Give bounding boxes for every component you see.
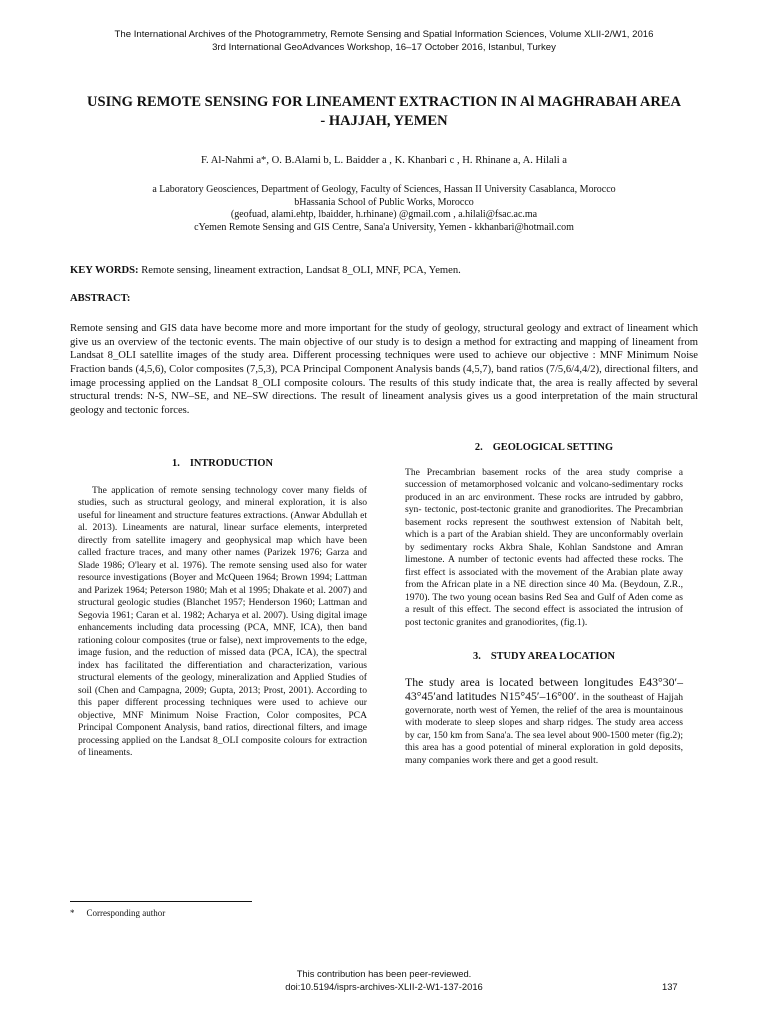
affiliations: [70, 184, 698, 234]
section-number: 1.: [172, 458, 180, 469]
section-number: 2.: [474, 442, 483, 453]
affiliation-a: a Laboratory Geosciences, Department of Geology, Faculty of Sciences, Hassan II University Casablanca, Morocco: [152, 184, 616, 195]
header-workshop-line: 3rd International GeoAdvances Workshop, 16–17 October 2016, Istanbul, Turkey: [212, 41, 556, 53]
section-title: GEOLOGICAL SETTING: [492, 442, 614, 453]
title-line-1: USING REMOTE SENSING FOR LINEAMENT EXTRACTION IN Al MAGHRABAH AREA: [87, 94, 681, 110]
keywords-text: Remote sensing, lineament extraction, Landsat 8_OLI, MNF, PCA, Yemen.: [138, 265, 461, 276]
abstract-text: Remote sensing and GIS data have become more and more important for the study of geology, structural geology and extract of lineament which give us an overview of the tectonic events. The main objective of our study is to design a method for extracting and mapping of lineament from Landsat 8_OLI satellite images of the study area. Different processing techniques were used to achieve our objective : MNF Minimum Noise Fraction bands (4,5,6), Color composites (7,5,3), PCA Principal Component Analysis bands (4,5,7), band ratios (7/5,6/4,4/2), directional filters, and image processing applied on the Landsat 8_OLI composite colours. The results of this study indicate that, the area is really affected by several structural trends: N-S, NW–SE, and NE–SW directions. The result of lineament analysis gives us a good interpretation of the main structural geology and tectonic forces.: [70, 323, 698, 416]
author-list: F. Al-Nahmi a*, O. B.Alami b, L. Baidder a , K. Khanbari c , H. Rhinane a, A. Hilali a: [200, 155, 568, 166]
affiliation-b: bHassania School of Public Works, Morocco: [294, 196, 474, 208]
footnote-text: Corresponding author: [86, 908, 166, 918]
left-column: [70, 458, 375, 760]
section-heading-study-area: [405, 651, 683, 664]
section-heading-introduction: [70, 458, 375, 471]
section-title: STUDY AREA LOCATION: [490, 651, 615, 662]
header-journal-line: The International Archives of the Photogrammetry, Remote Sensing and Spatial Information Sciences, Volume XLII-2/W1, 2016: [114, 29, 654, 40]
section-heading-geological-setting: [405, 442, 683, 455]
study-area-paragraph: [405, 676, 683, 768]
title-line-2: - HAJJAH, YEMEN: [320, 112, 448, 129]
paper-title: [70, 93, 698, 130]
introduction-paragraph: The application of remote sensing technology cover many fields of studies, such as structural geology, and mineral exploration, it is also useful for lineament and structure features extractions. (Anwar Abdullah et al. 2013). Lineaments are natural, linear surface elements, interpreted directly from satellite imagery and geophysical map which have been called fracture traces, and many other names (Parizek 1976; Garza and Slade 1986; O'leary et al. 1976). The remote sensing used also for water resource investigations (Boyer and McQueen 1964; Brown 1994; Lattman and Parizek 1964; Peterson 1980; Mah et al 1995; Dhakate et al. 2007) and structural geologic studies (Blanchet 1957; Henderson 1960; Lattman and Segovia 1961; Caran et al. 1982; Acharya et al. 2007). Using digital image enhancements including data processing (PCA, MNF, ICA), then band rationing colour composites (true or false), next improvements to the edge, image fusion, and the reduction of missed data (PCA, ICA), the spectral index has facilitated the differentiation and characterization, various structural elements of the geology, mineralization and Applied Studies of soil (Chen and Campagna, 2009; Gupta, 2013; Prost, 2001). According to this paper different processing techniques were used to achieve our objective, MNF Minimum Noise Fraction, Color composites, PCA Principal Component Analysis, band ratios, directional filters, and image processing applied on the Landsat 8_OLI composite colours for extraction of lineaments.: [78, 484, 367, 758]
keywords: [70, 265, 698, 276]
footnote-rule: [70, 901, 252, 902]
affiliation-c: cYemen Remote Sensing and GIS Centre, Sana'a University, Yemen - kkhanbari@hotmail.com: [194, 221, 574, 233]
study-area-text: in the southeast of Hajjah governorate, north west of Yemen, the relief of the area is mountainous with moderate to sleep slopes and sharp ridges. The study area access by car, 150 km from Sana'a. The sea level about 900-1500 meter (fig.2); this area has a good potential of mineral exploration in gold deposits, many companies work there and get a good result.: [405, 692, 683, 766]
abstract-heading: ABSTRACT:: [70, 293, 131, 304]
affiliation-emails: (geofuad, alami.ehtp, lbaidder, h.rhinane) @gmail.com , a.hilali@fsac.ac.ma: [230, 209, 538, 221]
peer-review-note: This contribution has been peer-reviewed.: [296, 968, 472, 979]
keywords-label: KEY WORDS:: [70, 265, 139, 276]
geological-setting-paragraph: The Precambrian basement rocks of the area study comprise a succession of metamorphosed volcanic and volcano-sedimentary rocks produced in an arc environment. These rocks are intruded by gabbro, syn- tectonic, post-tectonic granite and granodiorites. The Precambrian basement rocks represent the southwest extension of Nabitah belt, which is a part of the Arabian shield. They are unconformably overlain by sedimentary rocks Akbra Shale, Kohlan Sandstone and Amran limestone. A number of tectonic events had affected these rocks. The first effect is associated with the movement of the Arabian plate away from the African plate in a NE direction since 40 Ma. (Beydoun, Z.R., 1970). The two young ocean basins Red Sea and Gulf of Aden come as a result of this effect. The second effect is associated the intrusion of post tectonic granites and granodiorites, (fig.1).: [405, 466, 683, 628]
running-header: [60, 29, 708, 54]
footnote-marker: *: [70, 908, 75, 918]
right-column: [405, 442, 683, 767]
section-number: 3.: [473, 651, 481, 662]
footnote: [70, 908, 165, 918]
section-title: INTRODUCTION: [189, 458, 273, 469]
study-area-lead: The study area is located between longitudes E43°30′–43°45′and latitudes N15°45′–16°00′.: [405, 674, 683, 703]
page-footer: [0, 968, 768, 993]
page-number: 137: [662, 981, 678, 992]
doi-link[interactable]: doi:10.5194/isprs-archives-XLII-2-W1-137-2016: [285, 980, 483, 992]
